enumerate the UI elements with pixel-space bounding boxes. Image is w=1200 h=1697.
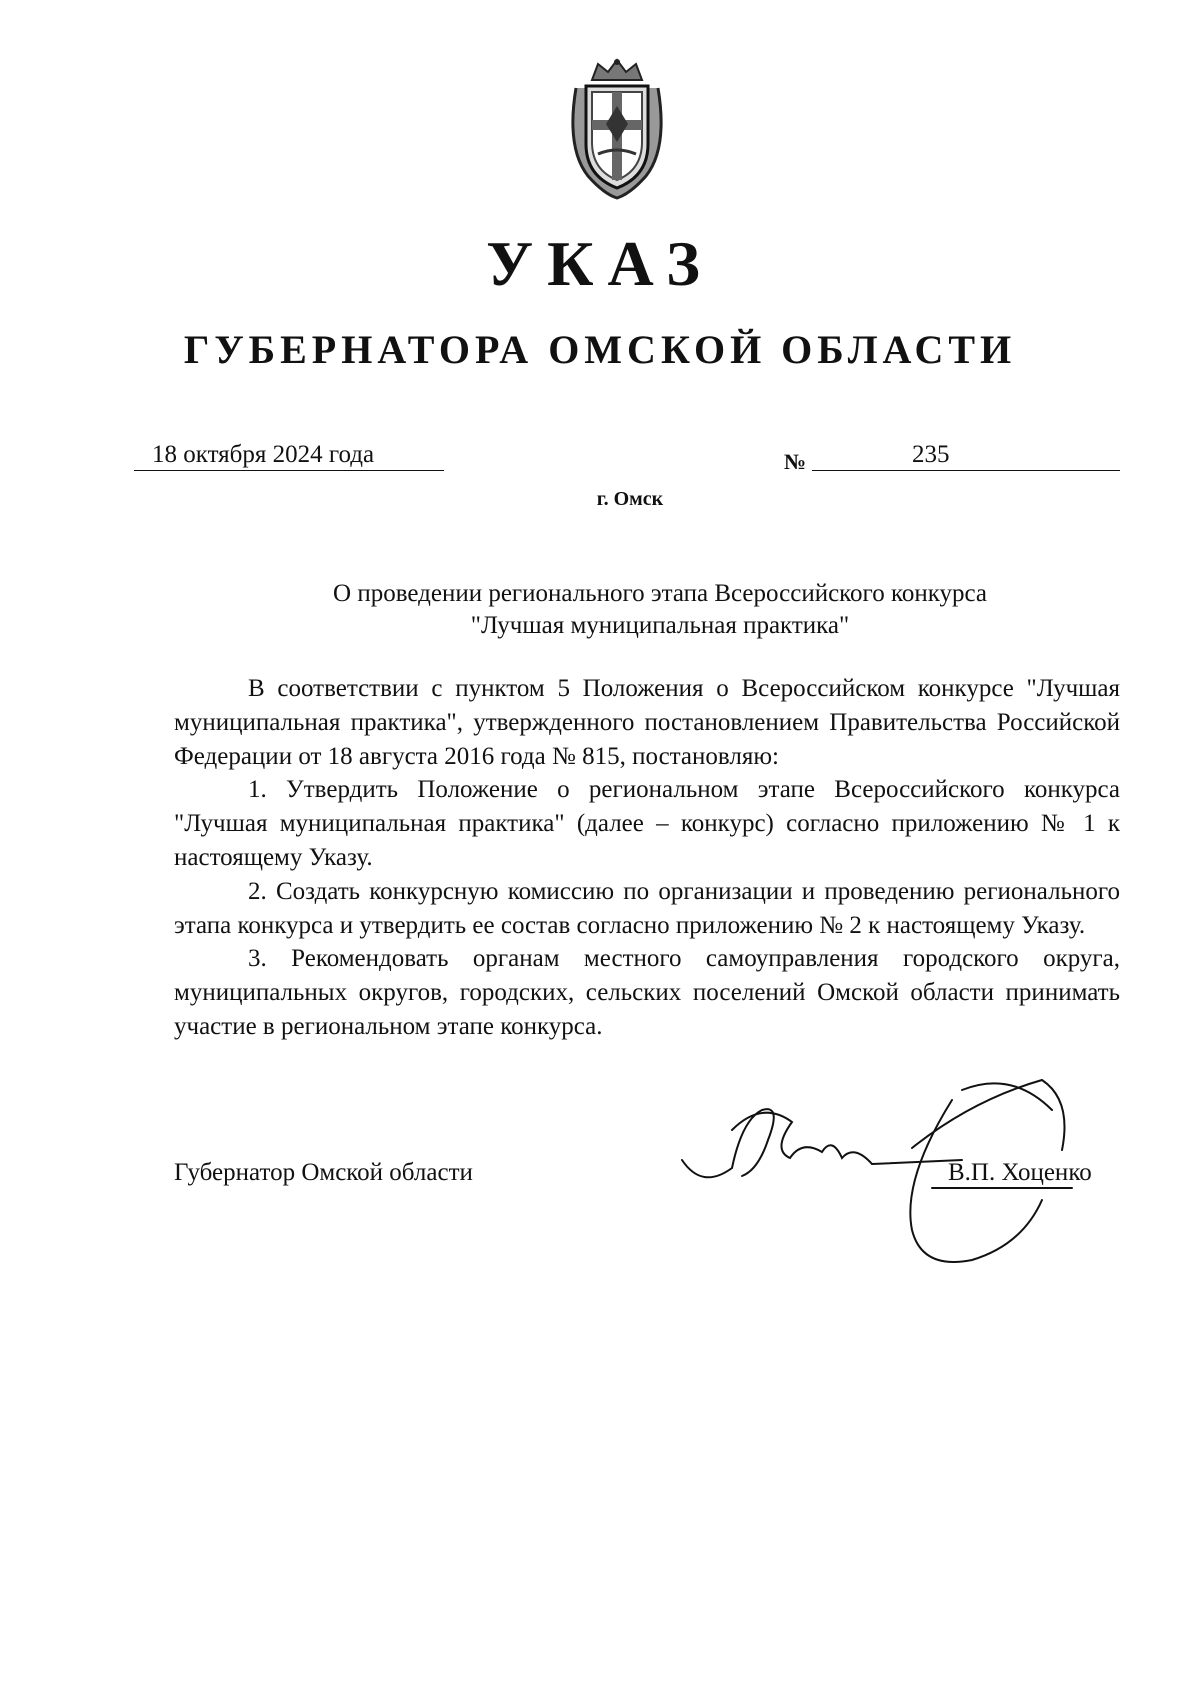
decree-subtitle: ГУБЕРНАТОРА ОМСКОЙ ОБЛАСТИ xyxy=(183,327,1017,372)
item-3-paragraph: 3. Рекомендовать органам местного самоуправления городского округа, муниципальных округов, городских, сельских поселений Омской области принимать участие в региональном этапе конкурса. xyxy=(174,945,1120,1040)
heading-line-1: О проведении регионального этапа Всероссийского конкурса xyxy=(333,580,987,607)
decree-title: УКАЗ xyxy=(486,228,714,299)
item-1-paragraph: 1. Утвердить Положение о региональном этапе Всероссийского конкурса "Лучшая муниципальная практика" (далее – конкурс) согласно приложению № 1 к настоящему Указу. xyxy=(174,776,1120,871)
heading-line-2: "Лучшая муниципальная практика" xyxy=(470,612,850,639)
decree-heading xyxy=(160,578,1160,642)
decree-date: 18 октября 2024 года xyxy=(134,440,444,471)
decree-number: 235 xyxy=(912,441,950,468)
decree-body xyxy=(174,672,1120,1044)
number-sign: № xyxy=(784,449,807,474)
handwritten-signature-icon xyxy=(672,1040,1092,1300)
signatory-title: Губернатор Омской области xyxy=(174,1159,473,1186)
city-label: г. Омск xyxy=(596,488,664,510)
signatory-name: В.П. Хоценко xyxy=(948,1159,1092,1186)
coat-of-arms-icon xyxy=(558,58,676,200)
number-underline xyxy=(812,440,1120,471)
preamble-paragraph: В соответствии с пунктом 5 Положения о Всероссийском конкурсе "Лучшая муниципальная практика", утвержденного постановлением Правительства Российской Федерации от 18 августа 2016 года № 815, постановляю: xyxy=(174,675,1120,770)
item-2-paragraph: 2. Создать конкурсную комиссию по организации и проведению регионального этапа конкурса и утвердить ее состав согласно приложению № 2 к настоящему Указу. xyxy=(174,877,1120,939)
